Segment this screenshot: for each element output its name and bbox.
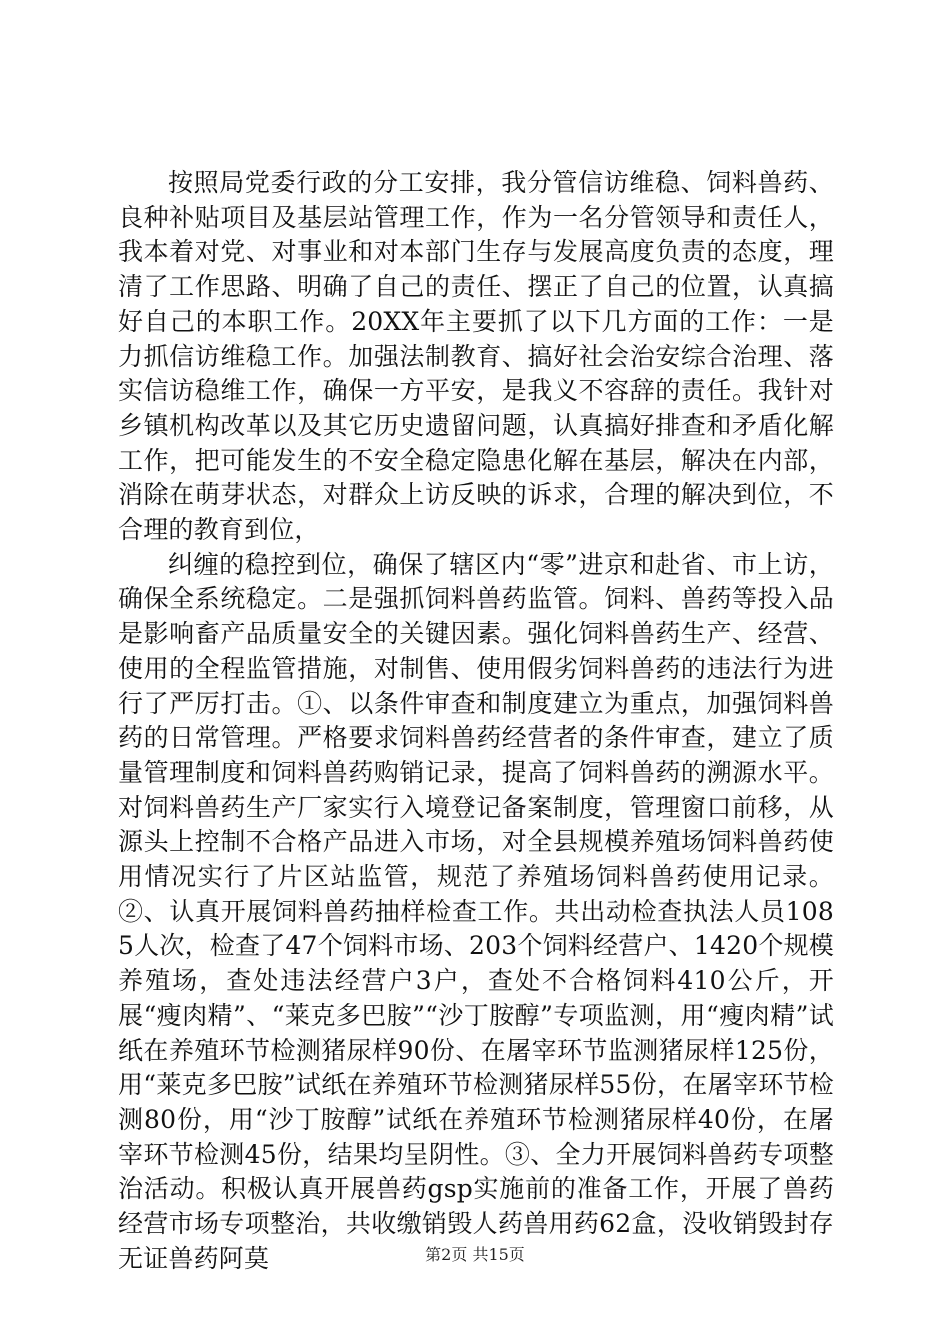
paragraph-1: 按照局党委行政的分工安排，我分管信访维稳、饲料兽药、良种补贴项目及基层站管理工作，作为一名分管领导和责任人，我本着对党、对事业和对本部门生存与发展高度负责的态度，理清了工作思路、明确了自己的责任、摆正了自己的位置，认真搞好自己的本职工作。20XX年主要抓了以下几方面的工作：一是力抓信访维稳工作。加强法制教育、搞好社会治安综合治理、落实信访稳维工作，确保一方平安，是我义不容辞的责任。我针对乡镇机构改革以及其它历史遗留问题，认真搞好排查和矛盾化解工作，把可能发生的不安全稳定隐患化解在基层，解决在内部，消除在萌芽状态，对群众上访反映的诉求，合理的解决到位，不合理的教育到位， <box>118 168 834 545</box>
document-body <box>118 166 834 1277</box>
page-number-footer: 第2页 共15页 <box>425 1245 525 1264</box>
paragraph-2: 纠缠的稳控到位，确保了辖区内“零”进京和赴省、市上访，确保全系统稳定。二是强抓饲料兽药监管。饲料、兽药等投入品是影响畜产品质量安全的关键因素。强化饲料兽药生产、经营、使用的全程监管措施，对制售、使用假劣饲料兽药的违法行为进行了严厉打击。①、以条件审查和制度建立为重点，加强饲料兽药的日常管理。严格要求饲料兽药经营者的条件审查，建立了质量管理制度和饲料兽药购销记录，提高了饲料兽药的溯源水平。对饲料兽药生产厂家实行入境登记备案制度，管理窗口前移，从源头上控制不合格产品进入市场，对全县规模养殖场饲料兽药使用情况实行了片区站监管，规范了养殖场饲料兽药使用记录。②、认真开展饲料兽药抽样检查工作。共出动检查执法人员1085人次，检查了47个饲料市场、203个饲料经营户、1420个规模养殖场，查处违法经营户3户，查处不合格饲料410公斤，开展“瘦肉精”、“莱克多巴胺”“沙丁胺醇”专项监测，用“瘦肉精”试纸在养殖环节检测猪尿样90份、在屠宰环节监测猪尿样125份，用“莱克多巴胺”试纸在养殖环节检测猪尿样55份，在屠宰环节检测80份，用“沙丁胺醇”试纸在养殖环节检测猪尿样40份，在屠宰环节检测45份，结果均呈阴性。③、全力开展饲料兽药专项整治活动。积极认真开展兽药gsp实施前的准备工作，开展了兽药经营市场专项整治，共收缴销毁人药兽用药62盒，没收销毁封存无证兽药阿莫 <box>118 549 834 1273</box>
